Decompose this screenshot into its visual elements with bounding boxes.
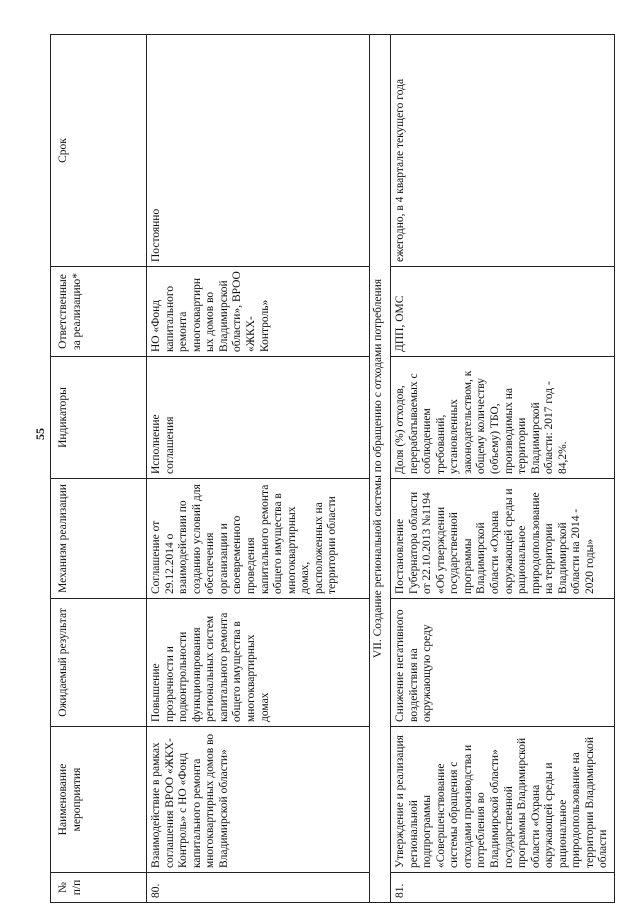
row-name: Утверждение и реализация региональной подпрограммы «Совершенствование системы обращения с отходами производства и потребления во Владимирской области» государственной программы Владимирской области «Охрана окружающей среды и рациональное природопользование на территории Владимирской области (391, 727, 615, 873)
row-term: Постоянно (147, 35, 370, 267)
row-mechanism: Постановление Губернатора области от 22.10.2013 №1194 «Об утверждении государственной программы Владимирской области «Охрана окружающей среды и рациональное природопользование на территории Владимирской области на 2014 - 2020 годы» (391, 479, 615, 599)
rotated-table-container (50, 35, 610, 903)
table-header-row (51, 35, 147, 903)
row-responsible: НО «Фонд капитального ремонта многоквартирных домов во Владимирской области», ВРОО «ЖКХ-Контроль» (147, 267, 370, 357)
row-num: 80. (147, 873, 370, 903)
row-mechanism: Соглашение от 29.12.2014 о взаимодействии по созданию условий для обеспечения организации и своевременного проведения капитального ремонта общего имущества в многоквартирных домах, расположенных на территории области (147, 479, 370, 599)
table-row (391, 35, 615, 903)
header-mechanism: Механизм реализации (51, 479, 147, 599)
header-result: Ожидаемый результат (51, 599, 147, 727)
row-term: ежегодно, в 4 квартале текущего года (391, 35, 615, 267)
section-title: VII. Создание региональной системы по обращению с отходами потребления (370, 35, 391, 903)
row-result: Повышение прозрачности и подконтрольности функционирования региональных систем капитального ремонта общего имущества в многоквартирных домах (147, 599, 370, 727)
measures-table (50, 34, 615, 903)
row-name: Взаимодействие в рамках соглашения ВРОО «ЖКХ-Контроль» с НО «Фонд капитального ремонта многоквартирных домов во Владимирской области» (147, 727, 370, 873)
page-number: 55 (33, 428, 47, 440)
header-indicators: Индикаторы (51, 357, 147, 479)
row-indicators: Доля (%) отходов, перерабатываемых с соблюдением требований, установленных законодательством, к общему количеству (объему) ТБО, производимых на территории Владимирской области: 2017 год - 84,2%. (391, 357, 615, 479)
section-row (370, 35, 391, 903)
row-responsible: ДПП, ОМС (391, 267, 615, 357)
row-result: Снижение негативного воздействия на окружающую среду (391, 599, 615, 727)
row-indicators: Исполнение соглашения (147, 357, 370, 479)
header-term: Срок (51, 35, 147, 267)
header-num: № п/п (51, 873, 147, 903)
row-num: 81. (391, 873, 615, 903)
header-name: Наименование мероприятия (51, 727, 147, 873)
header-responsible: Ответственные за реализацию* (51, 267, 147, 357)
table-row (147, 35, 370, 903)
